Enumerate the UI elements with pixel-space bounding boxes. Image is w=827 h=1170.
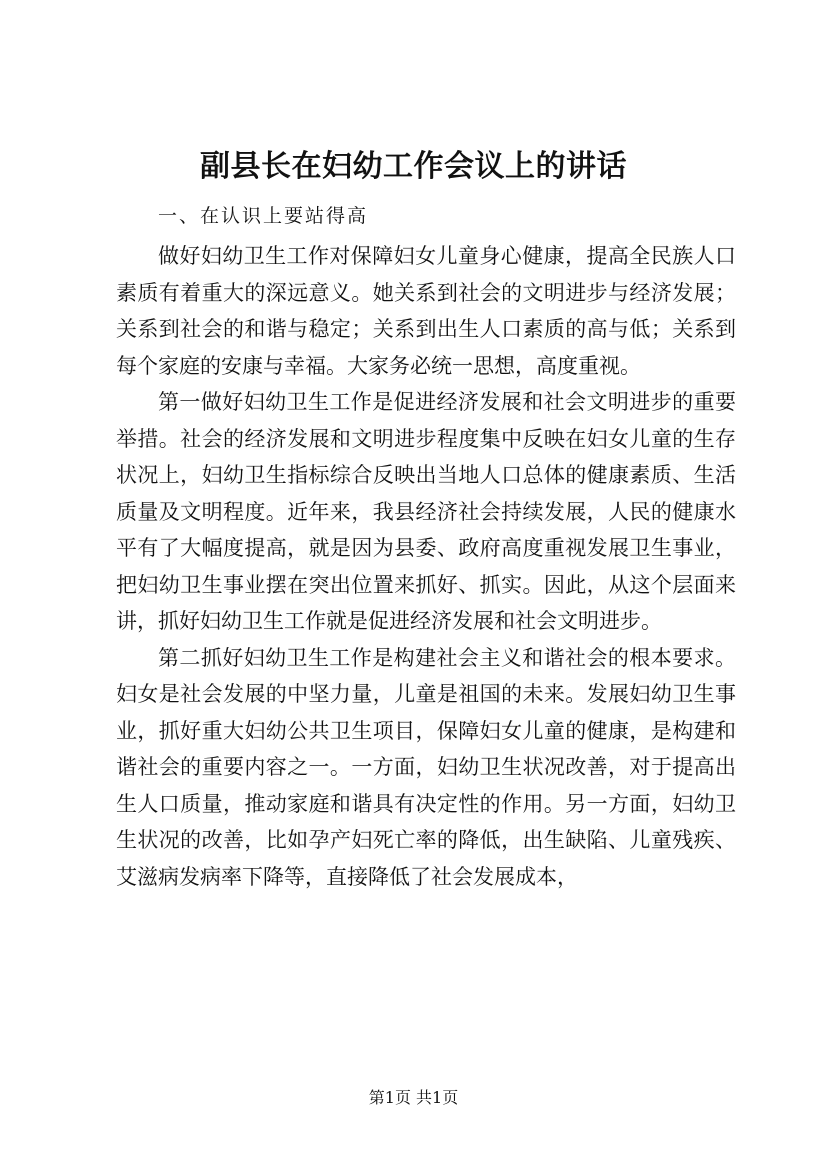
paragraph-1: 做好妇幼卫生工作对保障妇女儿童身心健康，提高全民族人口素质有着重大的深远意义。她关系到社会的文明进步与经济发展；关系到社会的和谐与稳定；关系到出生人口素质的高与低；关系到每个家庭的安康与幸福。大家务必统一思想，高度重视。 bbox=[116, 244, 736, 378]
document-title: 副县长在妇幼工作会议上的讲话 bbox=[200, 149, 627, 184]
document-body bbox=[116, 238, 736, 895]
paragraph-2: 第一做好妇幼卫生工作是促进经济发展和社会文明进步的重要举措。社会的经济发展和文明进步程度集中反映在妇女儿童的生存状况上，妇幼卫生指标综合反映出当地人口总体的健康素质、生活质量及文明程度。近年来，我县经济社会持续发展，人民的健康水平有了大幅度提高，就是因为县委、政府高度重视发展卫生事业，把妇幼卫生事业摆在突出位置来抓好、抓实。因此，从这个层面来讲，抓好妇幼卫生工作就是促进经济发展和社会文明进步。 bbox=[116, 390, 736, 633]
page-footer: 第1页 共1页 bbox=[368, 1088, 459, 1107]
paragraph-3: 第二抓好妇幼卫生工作是构建社会主义和谐社会的根本要求。妇女是社会发展的中坚力量，儿童是祖国的未来。发展妇幼卫生事业，抓好重大妇幼公共卫生项目，保障妇女儿童的健康，是构建和谐社会的重要内容之一。一方面，妇幼卫生状况改善，对于提高出生人口质量，推动家庭和谐具有决定性的作用。另一方面，妇幼卫生状况的改善，比如孕产妇死亡率的降低，出生缺陷、儿童残疾、艾滋病发病率下降等，直接降低了社会发展成本， bbox=[116, 645, 736, 889]
section-heading: 一、在认识上要站得高 bbox=[158, 205, 369, 227]
